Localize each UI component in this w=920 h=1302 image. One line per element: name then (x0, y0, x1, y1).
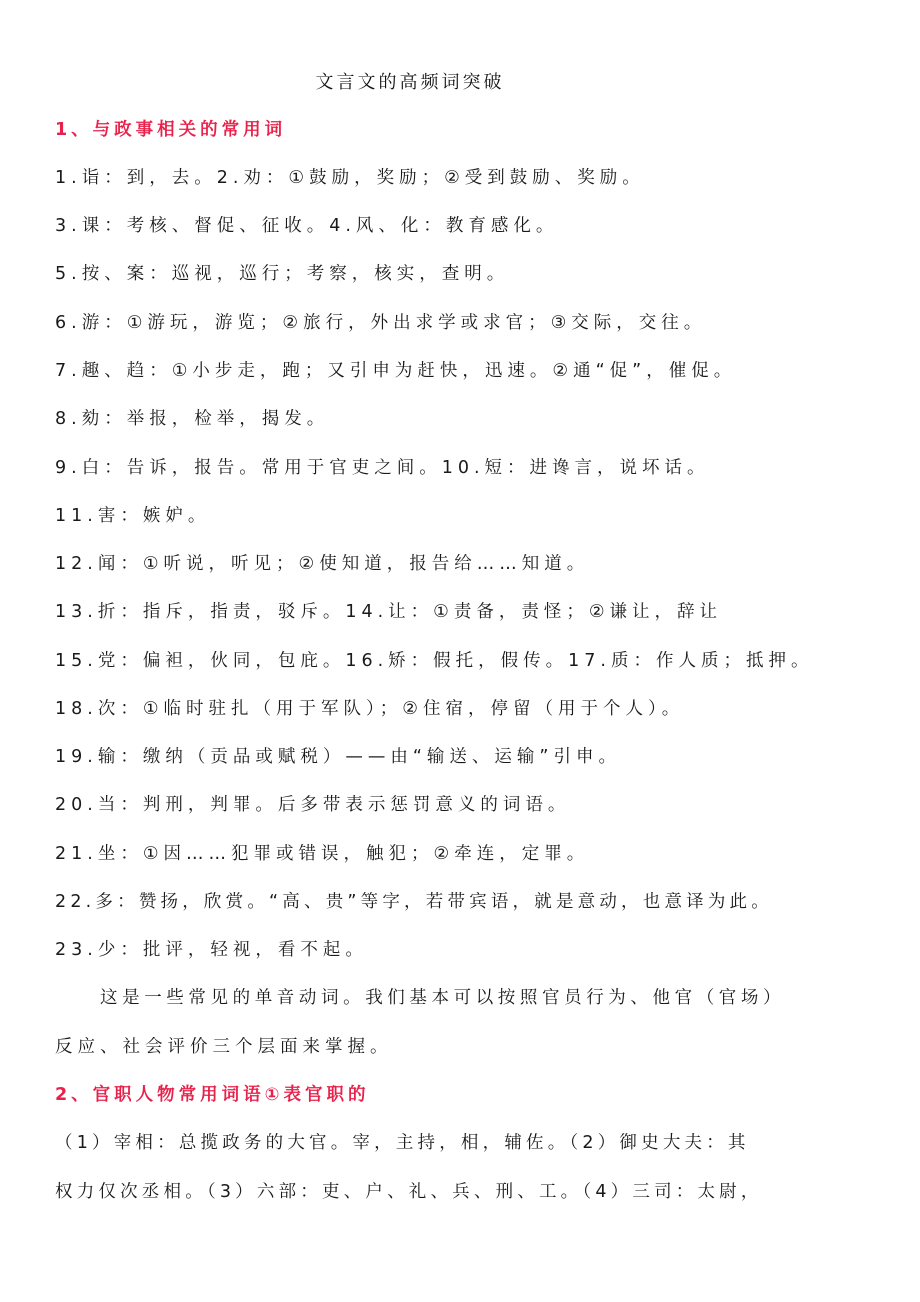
text-line-9: 12.闻：①听说，听见；②使知道，报告给……知道。 (55, 554, 590, 574)
text-line-8: 11.害：嫉妒。 (55, 506, 211, 526)
document-title: 文言文的高频词突破 (315, 72, 505, 93)
section2-line-1: （1）宰相：总揽政务的大官。宰，主持，相，辅佐。（2）御史大夫：其 (55, 1133, 750, 1153)
text-line-16: 22.多：赞扬，欣赏。“高、贵”等字，若带宾语，就是意动，也意译为此。 (55, 892, 773, 912)
summary-line-2: 反应、社会评价三个层面来掌握。 (55, 1037, 393, 1057)
text-line-14: 20.当：判刑，判罪。后多带表示惩罚意义的词语。 (55, 795, 571, 815)
text-line-6: 8.劾：举报，检举，揭发。 (55, 409, 330, 429)
summary-line-1: 这是一些常见的单音动词。我们基本可以按照官员行为、他官（官场） (100, 988, 786, 1008)
text-line-13: 19.输：缴纳（贡品或赋税）——由“输送、运输”引申。 (55, 747, 621, 767)
text-line-10: 13.折：指斥，指责，驳斥。14.让：①责备，责怪；②谦让，辞让 (55, 602, 723, 622)
section-heading-2: 2、官职人物常用词语①表官职的 (55, 1085, 370, 1105)
text-line-15: 21.坐：①因……犯罪或错误，触犯；②牵连，定罪。 (55, 844, 590, 864)
text-line-3: 5.按、案：巡视，巡行；考察，核实，查明。 (55, 264, 510, 284)
text-line-1: 1.诣：到，去。2.劝：①鼓励，奖励；②受到鼓励、奖励。 (55, 168, 645, 188)
text-line-7: 9.白：告诉，报告。常用于官吏之间。10.短：进谗言，说坏话。 (55, 458, 710, 478)
text-line-4: 6.游：①游玩，游览；②旅行，外出求学或求官；③交际，交往。 (55, 313, 707, 333)
text-line-2: 3.课：考核、督促、征收。4.风、化：教育感化。 (55, 216, 559, 236)
text-line-17: 23.少：批评，轻视，看不起。 (55, 940, 368, 960)
text-line-11: 15.党：偏袒，伙同，包庇。16.矫：假托，假传。17.质：作人质；抵押。 (55, 651, 814, 671)
text-line-5: 7.趣、趋：①小步走，跑；又引申为赶快，迅速。②通“促”，催促。 (55, 361, 737, 381)
text-line-12: 18.次：①临时驻扎（用于军队）；②住宿，停留（用于个人）。 (55, 699, 685, 719)
section2-line-2: 权力仅次丞相。（3）六部：吏、户、礼、兵、刑、工。（4）三司：太尉， (55, 1182, 763, 1202)
section-heading-1: 1、与政事相关的常用词 (55, 120, 287, 140)
